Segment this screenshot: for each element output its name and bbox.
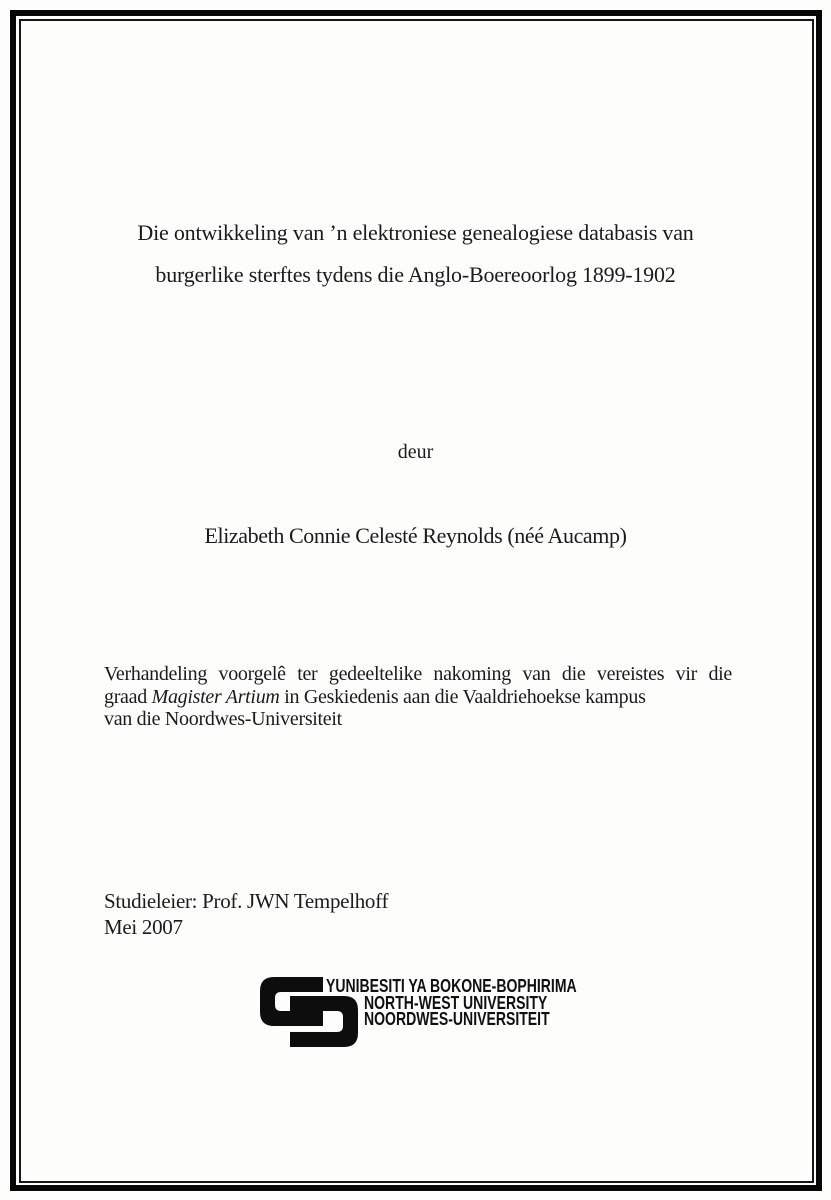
logo-text-afrikaans: NOORDWES-UNIVERSITEIT [364, 1009, 550, 1029]
supervisor-block [104, 888, 388, 940]
date-line: Mei 2007 [104, 915, 183, 939]
thesis-title-line1: Die ontwikkeling van ’n elektroniese genealogiese databasis van [137, 220, 694, 245]
author-name: Elizabeth Connie Celesté Reynolds (néé Aucamp) [204, 523, 627, 548]
degree-statement-line2 [104, 686, 732, 709]
degree-statement-line3: van die Noordwes-Universiteit [104, 708, 342, 730]
thesis-title [0, 212, 831, 296]
byline-word: deur [397, 441, 434, 463]
supervisor-line: Studieleier: Prof. JWN Tempelhoff [104, 889, 389, 913]
degree-name-italic: Magister Artium [151, 685, 280, 708]
degree-statement-line2-post: in Geskiedenis aan die Vaaldriehoekse kampus [279, 685, 646, 708]
degree-statement-line2-pre: graad [104, 685, 152, 708]
degree-statement [104, 663, 732, 731]
logo-text-setswana: YUNIBESITI YA BOKONE-BOPHIRIMA [326, 976, 577, 996]
thesis-title-line2: burgerlike sterftes tydens die Anglo-Boereoorlog 1899-1902 [155, 262, 676, 287]
degree-statement-line1: Verhandeling voorgelê ter gedeeltelike nakoming van die vereistes vir die [104, 663, 732, 685]
logo-text-english: NORTH-WEST UNIVERSITY [364, 992, 548, 1013]
